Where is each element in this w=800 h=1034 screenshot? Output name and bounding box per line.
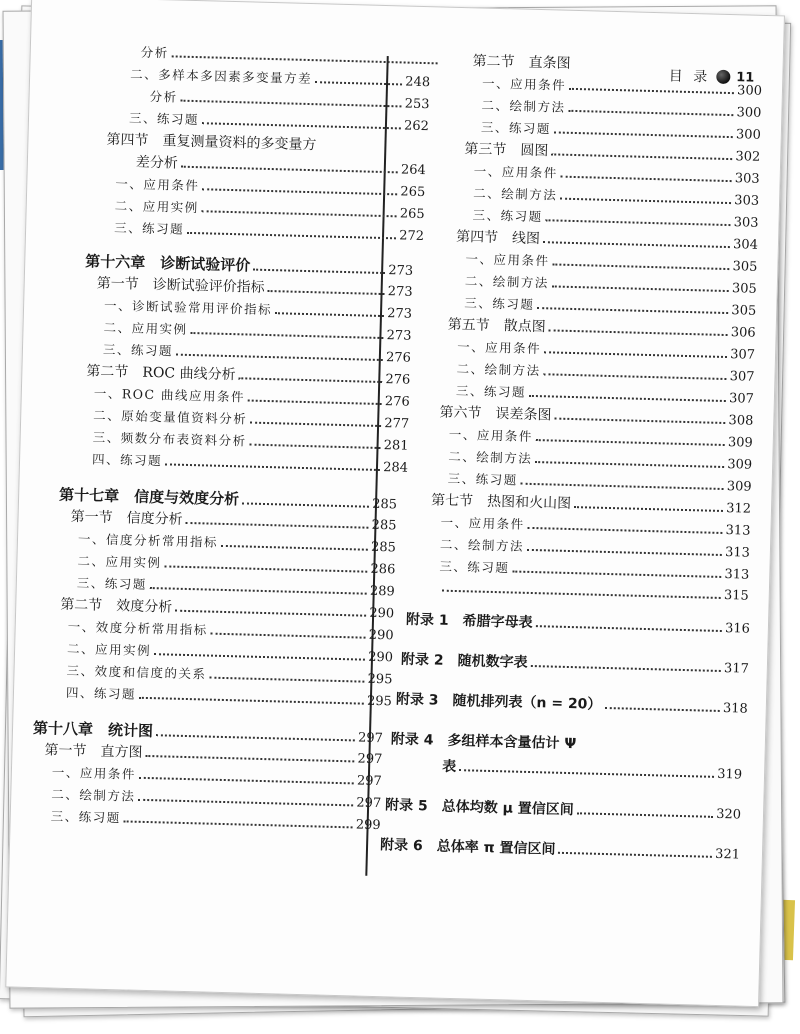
toc-entry-title: 一、效度分析常用指标 [67, 618, 208, 638]
toc-page-number: 302 [735, 149, 761, 165]
toc-leader-dots [549, 329, 728, 336]
toc-leader-dots [202, 210, 397, 217]
toc-entry-title: 二、绘制方法 [473, 185, 558, 203]
toc-entry [380, 836, 740, 864]
toc-page-number: 320 [716, 806, 742, 823]
toc-leader-dots [552, 285, 729, 292]
toc-leader-dots [165, 463, 380, 471]
toc-page-number: 313 [724, 567, 750, 583]
toc-page-number: 313 [724, 545, 751, 561]
toc-page-number: 277 [384, 416, 410, 432]
toc-entry [92, 450, 408, 477]
toc-leader-dots [250, 422, 381, 427]
toc-leader-dots [181, 166, 398, 174]
toc-leader-dots [554, 418, 725, 424]
toc-leader-dots [604, 707, 720, 712]
toc-page-number: 273 [387, 306, 413, 322]
toc-page-number: 276 [385, 372, 411, 388]
toc-leader-dots [190, 332, 383, 339]
toc-page-number: 285 [370, 539, 397, 556]
toc-entry-title: 二、原始变量值资料分析 [93, 407, 248, 427]
header-page-number: 11 [736, 69, 755, 86]
toc-page-number: 304 [732, 237, 759, 253]
toc-page-number: 309 [727, 435, 753, 451]
toc-page-number: 300 [736, 105, 762, 121]
toc-leader-dots [543, 373, 726, 380]
toc-leader-dots [185, 522, 368, 529]
toc-entry-title: 第一节 信度分析 [70, 508, 183, 528]
toc-page [5, 0, 785, 1007]
toc-page-number: 284 [382, 460, 409, 476]
toc-entry [442, 758, 742, 785]
toc-entry-title: 一、应用条件 [51, 764, 137, 782]
toc-page-number: 317 [723, 661, 750, 677]
toc-entry-title: 第五节 散点图 [447, 316, 546, 336]
toc-entry-title: 一、应用条件 [456, 338, 542, 357]
toc-entry-title: 第二节 直条图 [472, 53, 571, 72]
toc-leader-dots [124, 820, 353, 828]
toc-entry-title: 二、应用实例 [103, 319, 188, 337]
toc-leader-dots [442, 590, 721, 599]
toc-leader-dots [202, 122, 401, 129]
toc-leader-dots [175, 610, 366, 617]
toc-page-number: 305 [731, 303, 757, 319]
toc-page-number: 305 [732, 259, 758, 275]
toc-entry-title: 二、应用实例 [77, 553, 162, 571]
toc-entry-title: 一、应用条件 [448, 426, 534, 444]
toc-entry-title: 第四节 重复测量资料的多变量方 [106, 131, 317, 154]
toc-page-number: 253 [404, 96, 430, 113]
toc-page-number: 248 [405, 74, 431, 91]
toc-entry-title: 第十七章 信度与效度分析 [58, 485, 240, 509]
toc-leader-dots [164, 565, 367, 572]
toc-page-number: 303 [734, 193, 760, 209]
toc-page-number: 276 [384, 394, 410, 410]
toc-entry-title: 二、绘制方法 [456, 360, 541, 379]
toc-leader-dots [537, 307, 728, 314]
toc-leader-dots [211, 633, 366, 639]
toc-page-number: 290 [369, 605, 395, 622]
toc-leader-dots [150, 587, 367, 595]
toc-leader-dots [574, 506, 723, 512]
toc-leader-dots [527, 549, 722, 556]
toc-entry-title: 附录 5 总体均数 μ 置信区间 [384, 797, 574, 819]
toc-page-number: 307 [729, 369, 755, 385]
toc-entry-title: 三、练习题 [464, 295, 535, 312]
toc-leader-dots [554, 131, 733, 138]
toc-page-number: 276 [385, 350, 412, 366]
toc-leader-dots [154, 653, 365, 661]
toc-entry-title: 三、练习题 [102, 341, 174, 359]
toc-page-number: 297 [357, 751, 383, 768]
toc-entry-title: 一、诊断试验常用评价指标 [103, 297, 273, 318]
toc-entry-title: 第十八章 统计图 [32, 719, 154, 741]
toc-entry-title: 一、应用条件 [115, 175, 200, 194]
toc-entry-title: 分析 [149, 88, 178, 105]
toc-entry-title: 一、应用条件 [481, 75, 567, 93]
toc-entry [472, 52, 762, 78]
toc-page-number: 313 [725, 523, 751, 539]
toc-leader-dots [139, 697, 364, 705]
toc-entry-title: 三、频数分布表资料分析 [92, 429, 247, 449]
toc-leader-dots [552, 263, 729, 270]
toc-entry-title: 一、应用条件 [465, 251, 550, 269]
toc-page-number: 303 [733, 215, 759, 231]
toc-page-number: 264 [400, 162, 426, 179]
toc-page-number: 285 [371, 517, 397, 534]
toc-entry [141, 44, 441, 70]
toc-page-number: 265 [399, 206, 425, 223]
toc-leader-dots [202, 188, 397, 195]
toc-entry-title: 二、绘制方法 [439, 536, 525, 554]
toc-entry-title: 三、练习题 [128, 110, 200, 128]
toc-page-number: 286 [370, 561, 396, 578]
toc-page-number: 290 [368, 627, 394, 644]
toc-entry-title: 第二节 效度分析 [60, 596, 173, 616]
toc-entry-title: 一、应用条件 [473, 163, 558, 181]
toc-page-number: 297 [356, 773, 382, 790]
toc-leader-dots [512, 570, 721, 577]
toc-page-number: 295 [366, 693, 393, 710]
toc-page-number: 303 [734, 171, 760, 187]
toc-leader-dots [238, 377, 382, 383]
toc-page-number: 285 [372, 496, 398, 513]
toc-entry-title: 三、练习题 [76, 575, 148, 592]
toc-leader-dots [544, 351, 727, 358]
toc-entry-title: 一、信度分析常用指标 [77, 531, 219, 550]
toc-entry-title: 三、练习题 [447, 470, 518, 488]
toc-entry-title: 二、应用实例 [66, 640, 152, 659]
toc-leader-dots [521, 483, 724, 490]
toc-page-number: 290 [367, 649, 394, 666]
toc-entry-title: 三、练习题 [455, 382, 527, 400]
toc-leader-dots [176, 354, 383, 361]
toc-entry-title: 附录 1 希腊字母表 [405, 611, 533, 632]
toc-entry-title: 附录 3 随机排列表（n = 20） [395, 691, 602, 713]
toc-leader-dots [543, 241, 730, 248]
toc-leader-dots [172, 55, 438, 64]
toc-leader-dots [138, 799, 353, 807]
toc-entry-title: 三、练习题 [480, 119, 552, 137]
toc-leader-dots [242, 502, 369, 507]
toc-entry-title: 差分析 [135, 154, 179, 172]
toc-leader-dots [527, 527, 722, 534]
toc-entry-title: 附录 6 总体率 π 置信区间 [379, 837, 556, 858]
toc-entry [391, 730, 747, 757]
toc-entry-title: 一、ROC 曲线应用条件 [93, 385, 246, 405]
toc-page-number: 309 [727, 457, 753, 473]
toc-entry-title: 三、效度和信度的关系 [66, 662, 207, 682]
toc-leader-dots [250, 444, 381, 449]
toc-leader-dots [546, 219, 731, 226]
toc-entry [401, 651, 749, 679]
toc-leader-dots [315, 81, 402, 85]
toc-entry-title: 三、练习题 [50, 808, 121, 826]
toc-page-number: 273 [388, 263, 414, 279]
toc-leader-dots [535, 461, 724, 468]
toc-page-number: 289 [369, 583, 395, 600]
toc-entry [385, 796, 741, 824]
toc-page-number: 265 [400, 184, 426, 201]
toc-page-number: 307 [728, 391, 755, 407]
toc-leader-dots [529, 395, 726, 402]
toc-entry-title: 第三节 圆图 [464, 141, 549, 160]
toc-leader-dots [268, 290, 385, 295]
toc-leader-dots [221, 545, 368, 551]
toc-page-number: 309 [726, 479, 752, 495]
toc-leader-dots [530, 665, 721, 672]
toc-page-number: 316 [724, 621, 751, 637]
toc-entry-title: 附录 4 多组样本含量估计 Ψ [390, 731, 577, 753]
toc-entry [406, 611, 750, 639]
toc-leader-dots [139, 777, 354, 785]
toc-entry-title: 四、练习题 [91, 451, 163, 469]
toc-page-number: 300 [735, 127, 762, 143]
toc-entry-title: 二、绘制方法 [481, 97, 566, 115]
toc-leader-dots [275, 312, 384, 317]
toc-entry-title: 二、多样本多因素多变量方差 [130, 66, 313, 87]
toc-leader-dots [561, 176, 732, 182]
toc-entry-title: 第一节 直方图 [44, 742, 143, 761]
toc-leader-dots [577, 812, 714, 818]
toc-entry [396, 690, 748, 718]
toc-entry-title: 分析 [140, 44, 169, 61]
toc-page-number: 315 [723, 588, 749, 604]
toc-left-column [32, 0, 431, 834]
toc-leader-dots [569, 88, 734, 94]
toc-entry [114, 219, 424, 246]
toc-entry-title: 第四节 线图 [455, 228, 541, 248]
toc-leader-dots [568, 110, 733, 116]
toc-entry-title: 三、练习题 [113, 219, 185, 237]
toc-page-number: 281 [383, 438, 409, 454]
toc-page-number: 297 [357, 730, 384, 747]
toc-leader-dots [536, 439, 725, 446]
toc-entry-title: 一、应用条件 [440, 514, 525, 532]
toc-leader-dots [187, 232, 396, 239]
toc-leader-dots [181, 100, 402, 108]
toc-page-number: 297 [356, 795, 382, 812]
toc-entry-title: 二、绘制方法 [448, 448, 533, 466]
toc-page-number: 273 [386, 328, 412, 344]
toc-entry-title: 第一节 诊断试验评价指标 [96, 275, 265, 296]
toc-leader-dots [156, 734, 355, 741]
toc-page-number: 321 [714, 846, 741, 863]
toc-entry-title: 附录 2 随机数字表 [400, 651, 528, 671]
toc-leader-dots [535, 625, 722, 632]
toc-entry-title: 表 [441, 758, 457, 776]
toc-leader-dots [253, 269, 385, 274]
toc-entry-title: 第七节 热图和火山图 [430, 492, 572, 513]
toc-page-number: 306 [730, 325, 756, 341]
toc-leader-dots [560, 198, 731, 204]
toc-page-number: 272 [399, 228, 425, 245]
toc-entry-title: 第二节 ROC 曲线分析 [86, 363, 236, 384]
toc-page-number: 318 [722, 701, 748, 717]
toc-entry-title: 二、绘制方法 [464, 273, 550, 291]
toc-page-number: 312 [726, 501, 752, 517]
toc-entry-title: 第十六章 诊断试验评价 [85, 252, 251, 275]
toc-page-number: 295 [367, 671, 393, 688]
toc-page-number: 262 [403, 118, 430, 135]
toc-page-number: 300 [736, 83, 763, 99]
toc-leader-dots [551, 153, 732, 160]
toc-entry-title: 三、练习题 [472, 207, 543, 225]
toc-page-number: 319 [717, 766, 743, 783]
toc-entry-title: 三、练习题 [439, 558, 510, 576]
toc-entry-title: 二、绘制方法 [51, 786, 136, 804]
toc-leader-dots [145, 755, 354, 762]
toc-page-number: 307 [730, 347, 756, 363]
toc-leader-dots [248, 400, 382, 406]
toc-leader-dots [459, 769, 714, 778]
header-title: 目 录 [668, 68, 711, 86]
toc-entry-title: 四、练习题 [65, 684, 137, 702]
toc-page-number: 273 [387, 284, 413, 300]
toc-leader-dots [558, 852, 712, 858]
toc-page-number: 299 [355, 817, 381, 834]
toc-leader-dots [209, 677, 364, 683]
toc-entry-title: 二、应用实例 [114, 197, 199, 216]
toc-page-number: 308 [728, 413, 754, 429]
toc-page-number: 305 [731, 281, 757, 297]
toc-entry-title: 第六节 误差条图 [439, 404, 552, 424]
